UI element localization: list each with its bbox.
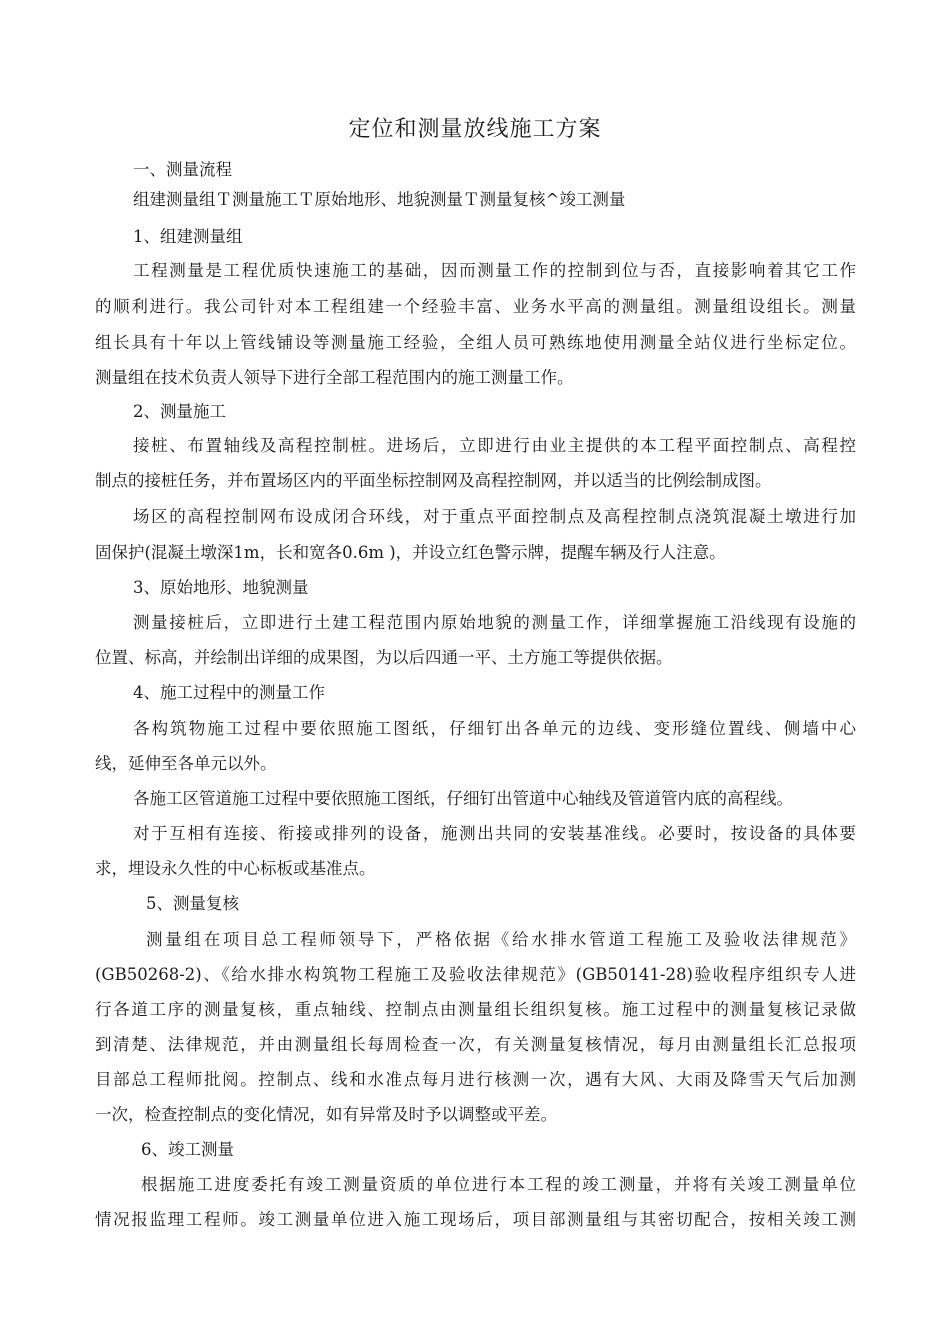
paragraph-line: 接桩、布置轴线及高程控制桩。进场后，立即进行由业主提供的本工程平面控制点、高程控 (133, 436, 856, 455)
paragraph-line: 行各道工序的测量复核，重点轴线、控制点由测量组长组织复核。施工过程中的测量复核记录做 (95, 1000, 856, 1019)
paragraph-line: 组长具有十年以上管线铺设等测量施工经验，全组人员可熟练地使用测量全站仪进行坐标定位。 (95, 333, 856, 352)
paragraph-line: 测量接桩后，立即进行土建工程范围内原始地貌的测量工作，详细掌握施工沿线现有设施的 (133, 613, 856, 632)
subsection-heading-5: 5、测量复核 (146, 894, 239, 913)
subsection-heading-4: 4、施工过程中的测量工作 (133, 683, 325, 702)
subsection-heading-2: 2、测量施工 (133, 402, 226, 421)
paragraph-line: 各施工区管道施工过程中要依照施工图纸，仔细钉出管道中心轴线及管道管内底的高程线。 (133, 789, 793, 808)
paragraph-line: 目部总工程师批阅。控制点、线和水准点每月进行核测一次，遇有大风、大雨及降雪天气后加测 (95, 1070, 856, 1089)
paragraph-line: 求，埋设永久性的中心标板或基准点。 (95, 859, 376, 878)
paragraph-line: 一次，检查控制点的变化情况，如有异常及时予以调整或平差。 (95, 1105, 557, 1124)
subsection-heading-6: 6、竣工测量 (141, 1140, 234, 1159)
flow-line: 组建测量组Ｔ测量施工Ｔ原始地形、地貌测量Ｔ测量复核^竣工测量 (133, 190, 626, 209)
paragraph-line: (GB50268-2)、《给水排水构筑物工程施工及验收法律规范》(GB50141-28)验收程序组织专人进 (95, 965, 856, 984)
paragraph-line: 根据施工进度委托有竣工测量资质的单位进行本工程的竣工测量，并将有关竣工测量单位 (141, 1175, 856, 1194)
paragraph-line: 固保护(混凝土墩深1m，长和宽各0.6m )，并设立红色警示牌，提醒车辆及行人注意。 (95, 543, 726, 562)
paragraph-line: 测量组在项目总工程师领导下，严格依据《给水排水管道工程施工及验收法律规范》 (146, 930, 856, 949)
paragraph-line: 制点的接桩任务，并布置场区内的平面坐标控制网及高程控制网，并以适当的比例绘制成图。 (95, 471, 772, 490)
document-title: 定位和测量放线施工方案 (348, 117, 602, 142)
paragraph-line: 工程测量是工程优质快速施工的基础，因而测量工作的控制到位与否，直接影响着其它工作 (133, 261, 856, 280)
section-heading-1: 一、测量流程 (133, 160, 232, 179)
subsection-heading-3: 3、原始地形、地貌测量 (133, 578, 309, 597)
paragraph-line: 测量组在技术负责人领导下进行全部工程范围内的施工测量工作。 (95, 368, 574, 387)
paragraph-line: 情况报监理工程师。竣工测量单位进入施工现场后，项目部测量组与其密切配合，按相关竣工测 (95, 1210, 856, 1229)
paragraph-line: 场区的高程控制网布设成闭合环线，对于重点平面控制点及高程控制点浇筑混凝土墩进行加 (133, 507, 856, 526)
paragraph-line: 位置、标高，并绘制出详细的成果图，为以后四通一平、土方施工等提供依据。 (95, 648, 673, 667)
paragraph-line: 的顺利进行。我公司针对本工程组建一个经验丰富、业务水平高的测量组。测量组设组长。测量 (95, 297, 856, 316)
paragraph-line: 到清楚、法律规范，并由测量组长每周检查一次，有关测量复核情况，每月由测量组长汇总报项 (95, 1035, 856, 1054)
paragraph-line: 各构筑物施工过程中要依照施工图纸，仔细钉出各单元的边线、变形缝位置线、侧墙中心 (133, 719, 856, 738)
subsection-heading-1: 1、组建测量组 (133, 227, 243, 246)
paragraph-line: 线，延伸至各单元以外。 (95, 754, 277, 773)
paragraph-line: 对于互相有连接、衔接或排列的设备，施测出共同的安装基准线。必要时，按设备的具体要 (133, 824, 856, 843)
